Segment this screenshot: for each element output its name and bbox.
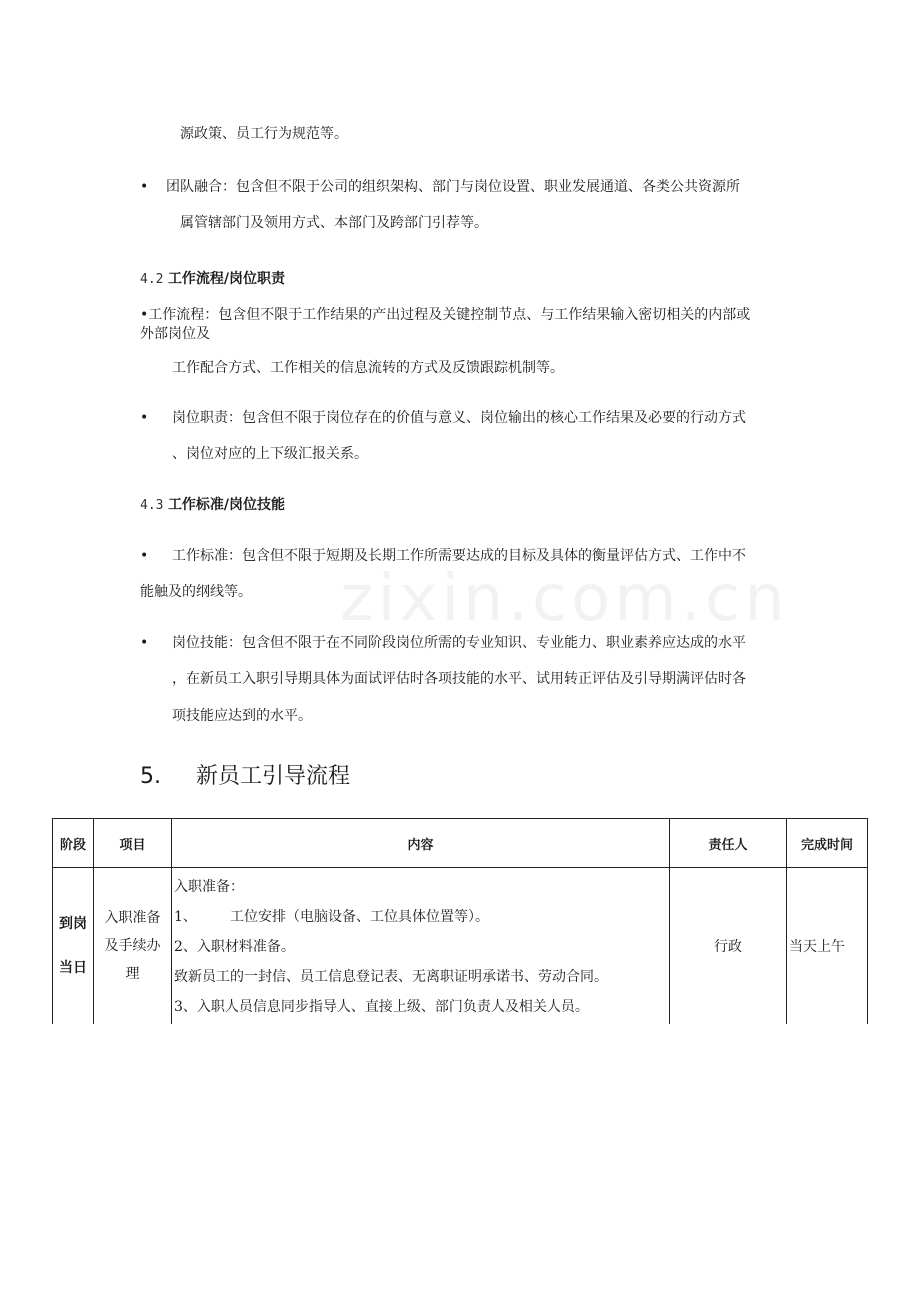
stage-cell (53, 868, 94, 1025)
item-line1: 入职准备 (104, 910, 161, 926)
content-line4: 致新员工的一封信、员工信息登记表、无离职证明承诺书、劳动合同。 (174, 969, 608, 985)
content-line5: 3、入职人员信息同步指导人、直接上级、部门负责人及相关人员。 (174, 999, 589, 1015)
header-content: 内容 (172, 819, 670, 868)
content-line2-text: 工位安排（电脑设备、工位具体位置等）。 (230, 909, 489, 925)
item-cell (94, 868, 172, 1025)
table-row (53, 868, 868, 1025)
bullet-icon: • (140, 635, 149, 651)
section-number: 4.3 (140, 498, 164, 513)
section-5-heading (140, 762, 350, 792)
standard-line1: 工作标准：包含但不限于短期及长期工作所需要达成的目标及具体的衡量评估方式、工作中不 (172, 548, 746, 564)
content-line3: 2、入职材料准备。 (174, 939, 295, 955)
content-line2 (174, 902, 669, 932)
time-cell: 当天上午 (787, 868, 868, 1025)
header-item: 项目 (94, 819, 172, 868)
content-line1: 入职准备： (174, 879, 244, 895)
header-stage: 阶段 (53, 819, 94, 868)
header-responsible: 责任人 (670, 819, 787, 868)
team-bullet-line1: 团队融合：包含但不限于公司的组织架构、部门与岗位设置、职业发展通道、各类公共资源所 (166, 179, 740, 195)
team-bullet-line2: 属管辖部门及领用方式、本部门及跨部门引荐等。 (180, 215, 488, 231)
standard-line2: 能触及的纲线等。 (140, 584, 252, 600)
section-number: 4.2 (140, 272, 164, 287)
stage-line2: 当日 (59, 960, 87, 976)
stage-line1: 到岗 (59, 916, 87, 932)
section-title: 工作流程/岗位职责 (167, 271, 286, 287)
bullet-icon: • (140, 179, 149, 195)
onboarding-flow-table (52, 818, 868, 1024)
item-line2: 及手续办 (104, 938, 161, 954)
item-line3: 理 (125, 966, 140, 982)
duty-line2: 、岗位对应的上下级汇报关系。 (172, 446, 368, 462)
bullet-icon: • (140, 548, 149, 564)
flow-line1: •工作流程：包含但不限于工作结果的产出过程及关键控制节点、与工作结果输入密切相关的内部或 (140, 307, 751, 323)
skill-line1: 岗位技能：包含但不限于在不同阶段岗位所需的专业知识、专业能力、职业素养应达成的水平 (172, 635, 746, 651)
section-4-3-heading (140, 495, 285, 516)
content-cell (172, 868, 670, 1025)
skill-line2: ，在新员工入职引导期具体为面试评估时各项技能的水平、试用转正评估及引导期满评估时各 (172, 671, 746, 687)
responsible-cell: 行政 (670, 868, 787, 1025)
watermark: zixin.com.cn (340, 562, 789, 636)
flow-line3: 工作配合方式、工作相关的信息流转的方式及反馈跟踪机制等。 (172, 360, 564, 376)
content-line2-number: 1、 (174, 909, 197, 925)
section-title: 工作标准/岗位技能 (167, 497, 286, 513)
skill-line3: 项技能应达到的水平。 (172, 708, 312, 724)
section-number: 5. (140, 764, 161, 789)
table-header-row (53, 819, 868, 868)
bullet-icon: • (140, 410, 149, 426)
continuation-text: 源政策、员工行为规范等。 (180, 126, 348, 142)
duty-line1: 岗位职责：包含但不限于岗位存在的价值与意义、岗位输出的核心工作结果及必要的行动方式 (172, 410, 746, 426)
header-time: 完成时间 (787, 819, 868, 868)
section-title: 新员工引导流程 (196, 764, 351, 789)
flow-line2: 外部岗位及 (140, 326, 210, 342)
section-4-2-heading (140, 269, 285, 290)
